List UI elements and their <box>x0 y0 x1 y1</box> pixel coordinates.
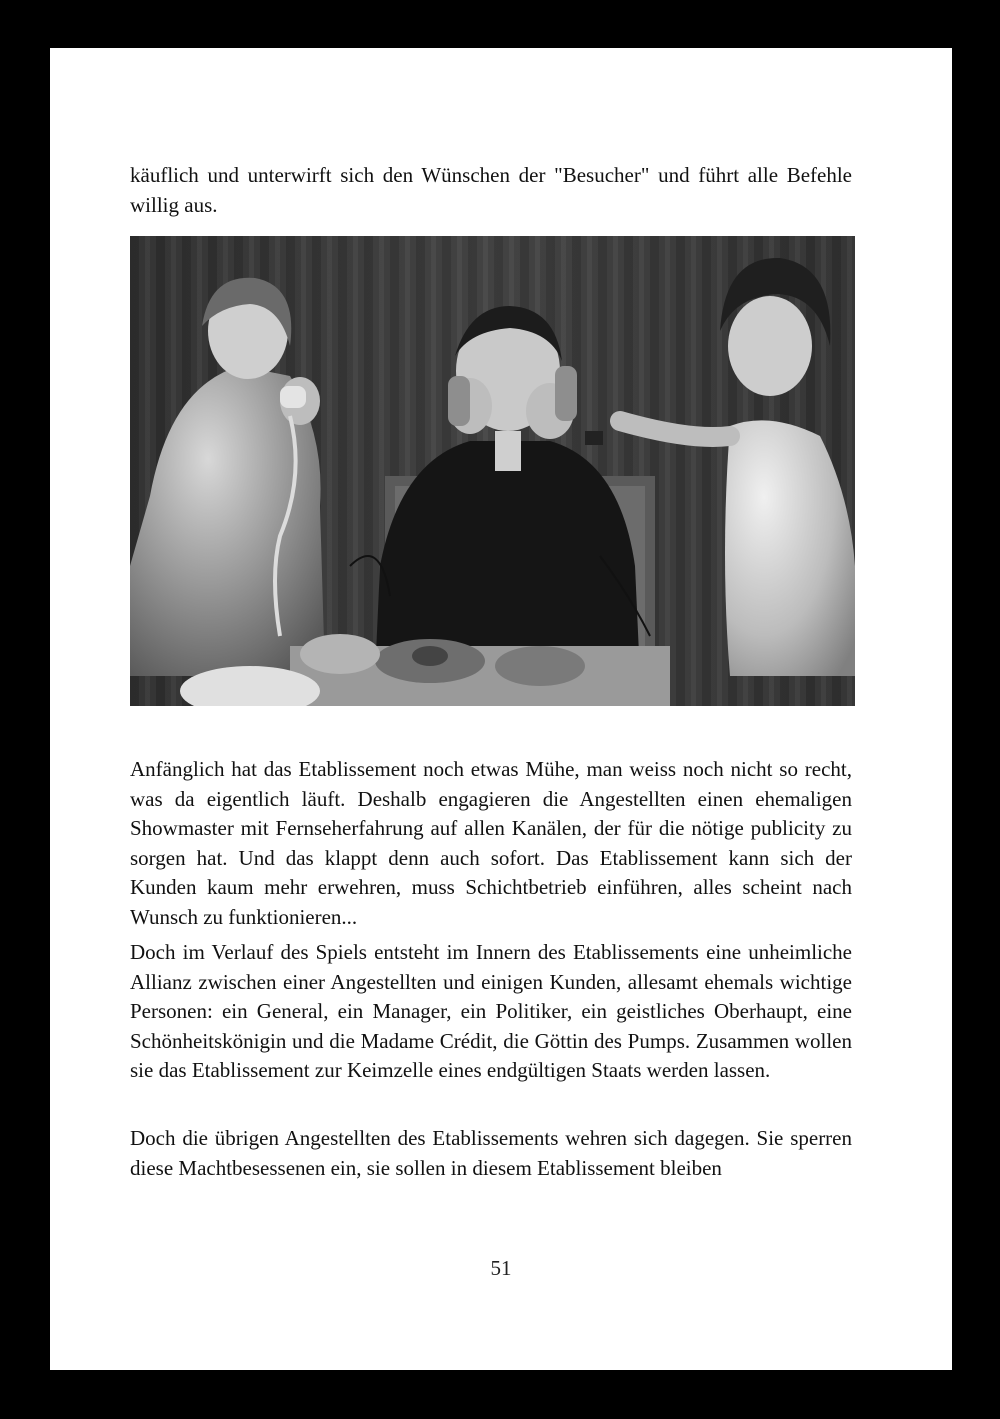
paragraph-alliance: Doch im Verlauf des Spiels entsteht im Innern des Etablissements eine unheimliche Allianz zwischen einer Angestellten und einigen Kunden, allesamt ehemals wichtige Personen: ein General, ein Manager, ein Politiker, ein geistliches Oberhaupt, eine Schönheitskönigin und die Madame Crédit, die Göttin des Pumps. Zusammen wollen sie das Etablissement zur Keimzelle eines endgültigen Staats werden lassen. <box>130 940 852 1082</box>
paragraph-beginning: Anfänglich hat das Etablissement noch etwas Mühe, man weiss noch nicht so recht, was da eigentlich läuft. Deshalb engagieren die Angestellten einen ehemaligen Showmaster mit Fernseherfahrung auf allen Kanälen, der für die nötige publicity zu sorgen hat. Und das klappt denn auch sofort. Das Etablissement kann sich der Kunden kaum mehr erwehren, muss Schichtbetrieb einführen, alles scheint nach Wunsch zu funktionieren... <box>130 757 852 929</box>
paragraph-resistance: Doch die übrigen Angestellten des Etablissements wehren sich dagegen. Sie sperren diese Machtbesessenen ein, sie sollen in diesem Etablissement bleiben <box>130 1126 852 1180</box>
stage-photo-graphic <box>130 236 855 706</box>
document-page <box>50 48 952 1370</box>
stage-photo <box>130 236 855 706</box>
paragraph-intro: käuflich und unterwirft sich den Wünschen der "Besucher" und führt alle Befehle willig aus. <box>130 163 852 217</box>
page-number: 51 <box>490 1256 512 1280</box>
